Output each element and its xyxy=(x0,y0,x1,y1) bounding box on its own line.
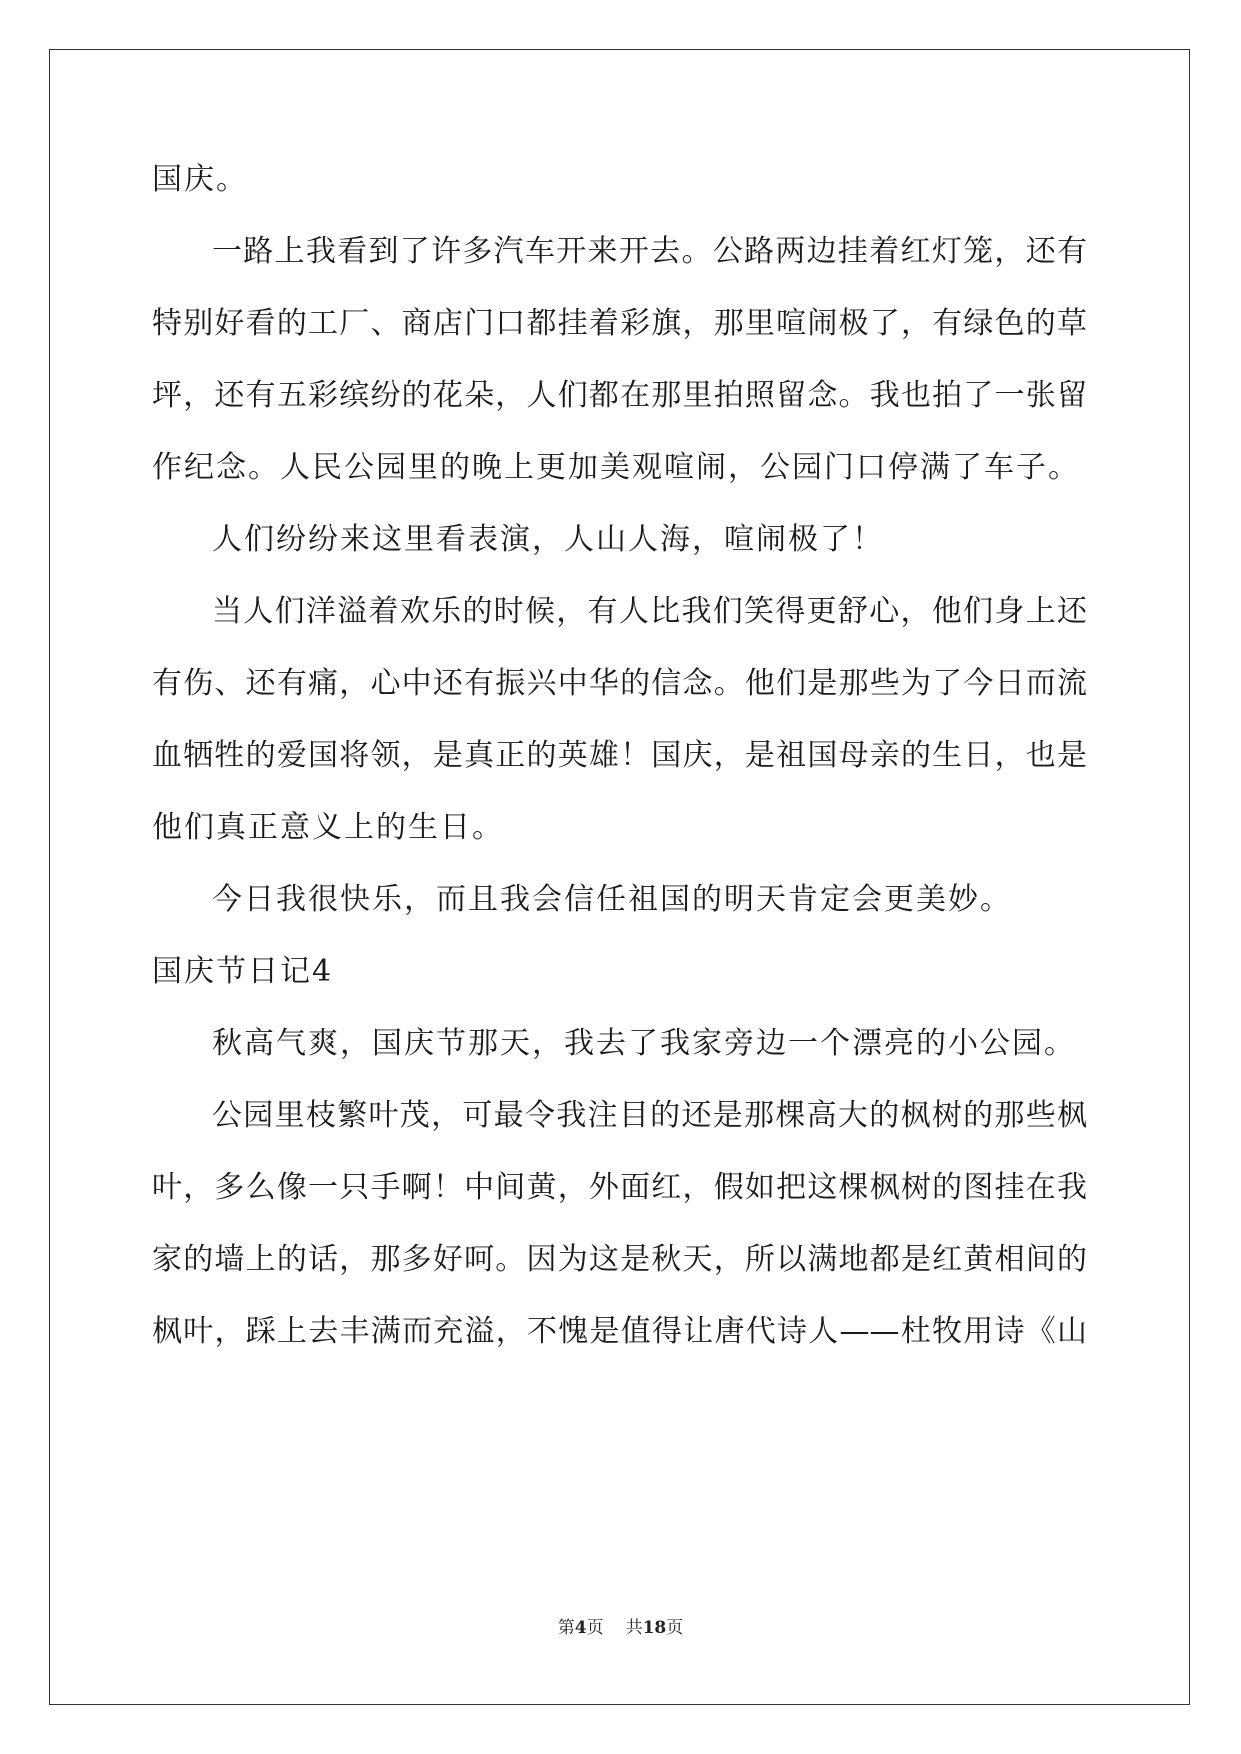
text-line: 特别好看的工厂、商店门口都挂着彩旗，那里喧闹极了，有绿色的草 xyxy=(152,306,1087,341)
paragraph-first-line: 人们纷纷来这里看表演，人山人海，喧闹极了！ xyxy=(212,522,884,557)
paragraph-first-line: 公园里枝繁叶茂，可最令我注目的还是那棵高大的枫树的那些枫 xyxy=(212,1098,1087,1133)
section-heading: 国庆节日记4 xyxy=(152,954,334,989)
paragraph-first-line: 一路上我看到了许多汽车开来开去。公路两边挂着红灯笼，还有 xyxy=(212,234,1087,269)
text-line: 作纪念。人民公园里的晚上更加美观喧闹，公园门口停满了车子。 xyxy=(152,450,1080,485)
text-line: 家的墙上的话，那多好呵。因为这是秋天，所以满地都是红黄相间的 xyxy=(152,1242,1087,1277)
footer-page-prefix: 第 xyxy=(557,1618,575,1638)
page-border xyxy=(49,49,1190,1705)
text-line: 血牺牲的爱国将领，是真正的英雄！国庆，是祖国母亲的生日，也是 xyxy=(152,738,1087,773)
footer-page-suffix: 页 xyxy=(586,1618,604,1638)
text-line: 叶，多么像一只手啊！中间黄，外面红，假如把这棵枫树的图挂在我 xyxy=(152,1170,1087,1205)
text-line: 枫叶，踩上去丰满而充溢，不愧是值得让唐代诗人——杜牧用诗《山 xyxy=(152,1314,1087,1349)
text-line: 坪，还有五彩缤纷的花朵，人们都在那里拍照留念。我也拍了一张留 xyxy=(152,378,1087,413)
text-line: 国庆。 xyxy=(152,162,248,197)
text-line: 有伤、还有痛，心中还有振兴中华的信念。他们是那些为了今日而流 xyxy=(152,666,1087,701)
text-line: 他们真正意义上的生日。 xyxy=(152,810,504,845)
paragraph-first-line: 秋高气爽，国庆节那天，我去了我家旁边一个漂亮的小公园。 xyxy=(212,1026,1076,1061)
footer-total-pages: 18 xyxy=(642,1618,667,1638)
footer-total-suffix: 页 xyxy=(666,1618,684,1638)
paragraph-first-line: 当人们洋溢着欢乐的时候，有人比我们笑得更舒心，他们身上还 xyxy=(212,594,1087,629)
paragraph-first-line: 今日我很快乐，而且我会信任祖国的明天肯定会更美妙。 xyxy=(212,882,1012,917)
footer-page-number: 4 xyxy=(574,1618,587,1638)
footer-total-prefix: 共 xyxy=(625,1618,643,1638)
page-footer xyxy=(0,1616,1241,1640)
